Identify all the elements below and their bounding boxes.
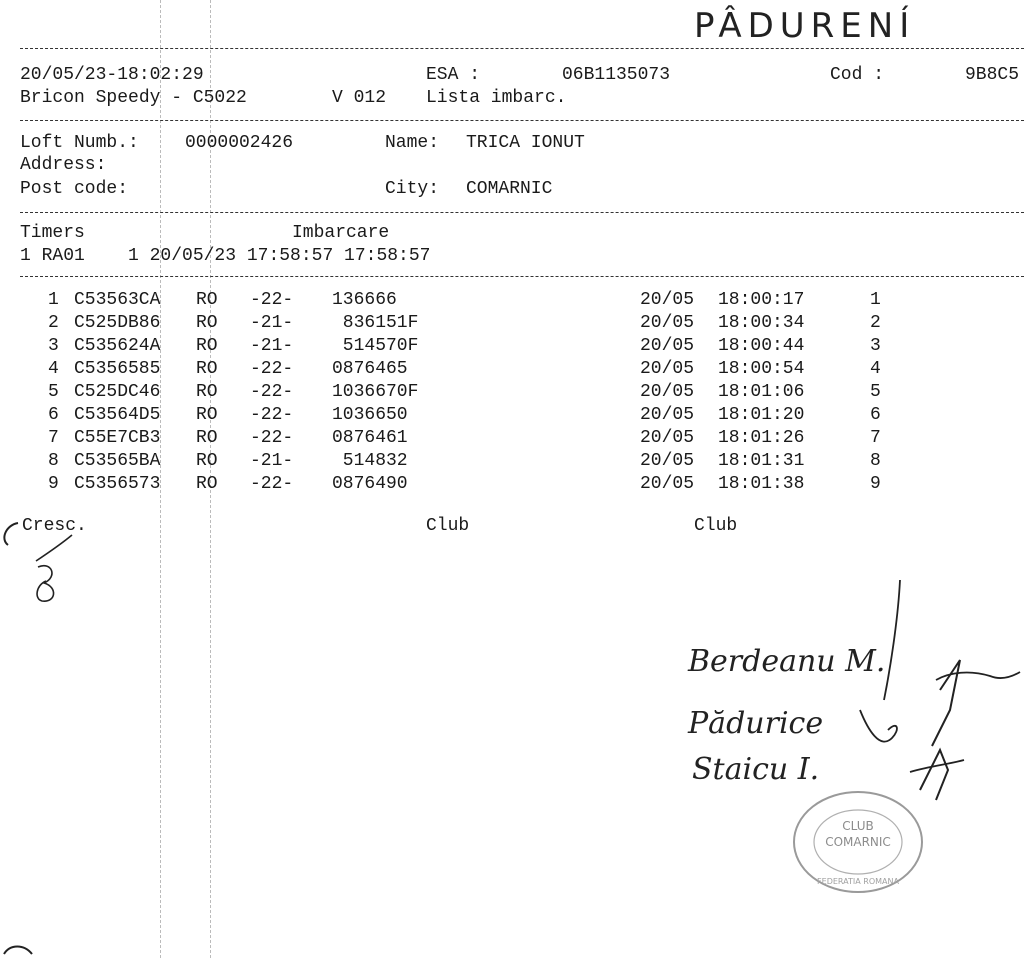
signature-scribbles <box>840 560 1024 820</box>
bird-ring-number: 1036650 <box>332 405 408 425</box>
bird-country: RO <box>196 405 218 425</box>
divider <box>20 48 1024 49</box>
print-datetime: 20/05/23-18:02:29 <box>20 65 204 85</box>
bird-date: 20/05 <box>640 382 695 402</box>
signature-name-1: Berdeanu M. <box>688 644 886 679</box>
list-name: Lista imbarc. <box>426 88 567 108</box>
bird-time: 18:00:34 <box>718 313 805 333</box>
bird-year: -22- <box>250 428 294 448</box>
bird-index: 5 <box>48 382 59 402</box>
bird-time: 18:01:06 <box>718 382 805 402</box>
esa-label: ESA : <box>426 65 481 85</box>
bird-ring-number: 514832 <box>332 451 408 471</box>
loft-number: 0000002426 <box>185 133 294 153</box>
bird-chip-id: C525DC46 <box>74 382 161 402</box>
club-stamp <box>790 788 926 896</box>
bird-country: RO <box>196 336 218 356</box>
imbarcare-label: Imbarcare <box>292 223 390 243</box>
handwritten-initial <box>0 505 90 605</box>
bird-year: -22- <box>250 359 294 379</box>
timers-label: Timers <box>20 223 85 243</box>
bird-year: -22- <box>250 290 294 310</box>
bird-position: 2 <box>870 313 881 333</box>
postcode-label: Post code: <box>20 179 129 199</box>
bird-year: -22- <box>250 474 294 494</box>
club-label: Club <box>694 516 738 536</box>
bird-chip-id: C55E7CB3 <box>74 428 161 448</box>
stamp-ring-text: FEDERATIA ROMANA <box>817 877 899 886</box>
address-label: Address: <box>20 155 107 175</box>
device-name: Bricon Speedy - C5022 <box>20 88 247 108</box>
bird-year: -22- <box>250 405 294 425</box>
bird-ring-number: 514570F <box>332 336 419 356</box>
esa-value: 06B1135073 <box>562 65 671 85</box>
signature-name-2: Pădurice <box>688 706 824 741</box>
cod-label: Cod : <box>830 65 885 85</box>
bird-date: 20/05 <box>640 474 695 494</box>
bird-index: 7 <box>48 428 59 448</box>
bird-index: 8 <box>48 451 59 471</box>
bird-chip-id: C5356585 <box>74 359 161 379</box>
bird-ring-number: 136666 <box>332 290 397 310</box>
bird-year: -21- <box>250 313 294 333</box>
bird-date: 20/05 <box>640 405 695 425</box>
bird-date: 20/05 <box>640 428 695 448</box>
bird-index: 9 <box>48 474 59 494</box>
divider <box>20 120 1024 121</box>
bird-chip-id: C53563CA <box>74 290 161 310</box>
bird-chip-id: C53564D5 <box>74 405 161 425</box>
bird-chip-id: C535624A <box>74 336 161 356</box>
bird-index: 6 <box>48 405 59 425</box>
bird-ring-number: 0876490 <box>332 474 408 494</box>
bird-country: RO <box>196 313 218 333</box>
stamp-line-1: CLUB <box>842 819 874 833</box>
bird-ring-number: 0876465 <box>332 359 408 379</box>
bird-ring-number: 836151F <box>332 313 419 333</box>
bird-year: -22- <box>250 382 294 402</box>
bird-chip-id: C5356573 <box>74 474 161 494</box>
stamp-line-2: COMARNIC <box>825 835 891 849</box>
cod-value: 9B8C5 <box>965 65 1020 85</box>
bird-date: 20/05 <box>640 313 695 333</box>
city-label: City: <box>385 179 440 199</box>
bird-year: -21- <box>250 451 294 471</box>
bird-date: 20/05 <box>640 290 695 310</box>
bird-country: RO <box>196 451 218 471</box>
bird-time: 18:00:54 <box>718 359 805 379</box>
bird-position: 9 <box>870 474 881 494</box>
bird-country: RO <box>196 428 218 448</box>
handwritten-title: PÂDURENÍ <box>694 6 916 46</box>
bird-ring-number: 0876461 <box>332 428 408 448</box>
bird-position: 4 <box>870 359 881 379</box>
loft-label: Loft Numb.: <box>20 133 139 153</box>
cresc-label: Cresc. <box>22 516 87 536</box>
bird-position: 8 <box>870 451 881 471</box>
bird-year: -21- <box>250 336 294 356</box>
bird-country: RO <box>196 290 218 310</box>
bird-position: 7 <box>870 428 881 448</box>
bird-ring-number: 1036670F <box>332 382 419 402</box>
bird-date: 20/05 <box>640 359 695 379</box>
bird-time: 18:01:26 <box>718 428 805 448</box>
device-version: V 012 <box>332 88 387 108</box>
bird-index: 2 <box>48 313 59 333</box>
bird-chip-id: C525DB86 <box>74 313 161 333</box>
bird-position: 6 <box>870 405 881 425</box>
bird-country: RO <box>196 474 218 494</box>
name-label: Name: <box>385 133 440 153</box>
timer-row: 1 RA01 1 20/05/23 17:58:57 17:58:57 <box>20 246 431 266</box>
bird-time: 18:00:44 <box>718 336 805 356</box>
corner-mark <box>0 938 40 958</box>
bird-position: 5 <box>870 382 881 402</box>
divider <box>20 276 1024 277</box>
bird-index: 3 <box>48 336 59 356</box>
bird-index: 4 <box>48 359 59 379</box>
bird-position: 3 <box>870 336 881 356</box>
club-label: Club <box>426 516 470 536</box>
signature-name-3: Staicu I. <box>692 752 820 787</box>
bird-date: 20/05 <box>640 336 695 356</box>
bird-position: 1 <box>870 290 881 310</box>
bird-date: 20/05 <box>640 451 695 471</box>
owner-name: TRICA IONUT <box>466 133 585 153</box>
divider <box>20 212 1024 213</box>
bird-chip-id: C53565BA <box>74 451 161 471</box>
bird-time: 18:00:17 <box>718 290 805 310</box>
bird-time: 18:01:20 <box>718 405 805 425</box>
bird-time: 18:01:38 <box>718 474 805 494</box>
bird-country: RO <box>196 359 218 379</box>
bird-index: 1 <box>48 290 59 310</box>
bird-time: 18:01:31 <box>718 451 805 471</box>
city-value: COMARNIC <box>466 179 553 199</box>
bird-country: RO <box>196 382 218 402</box>
